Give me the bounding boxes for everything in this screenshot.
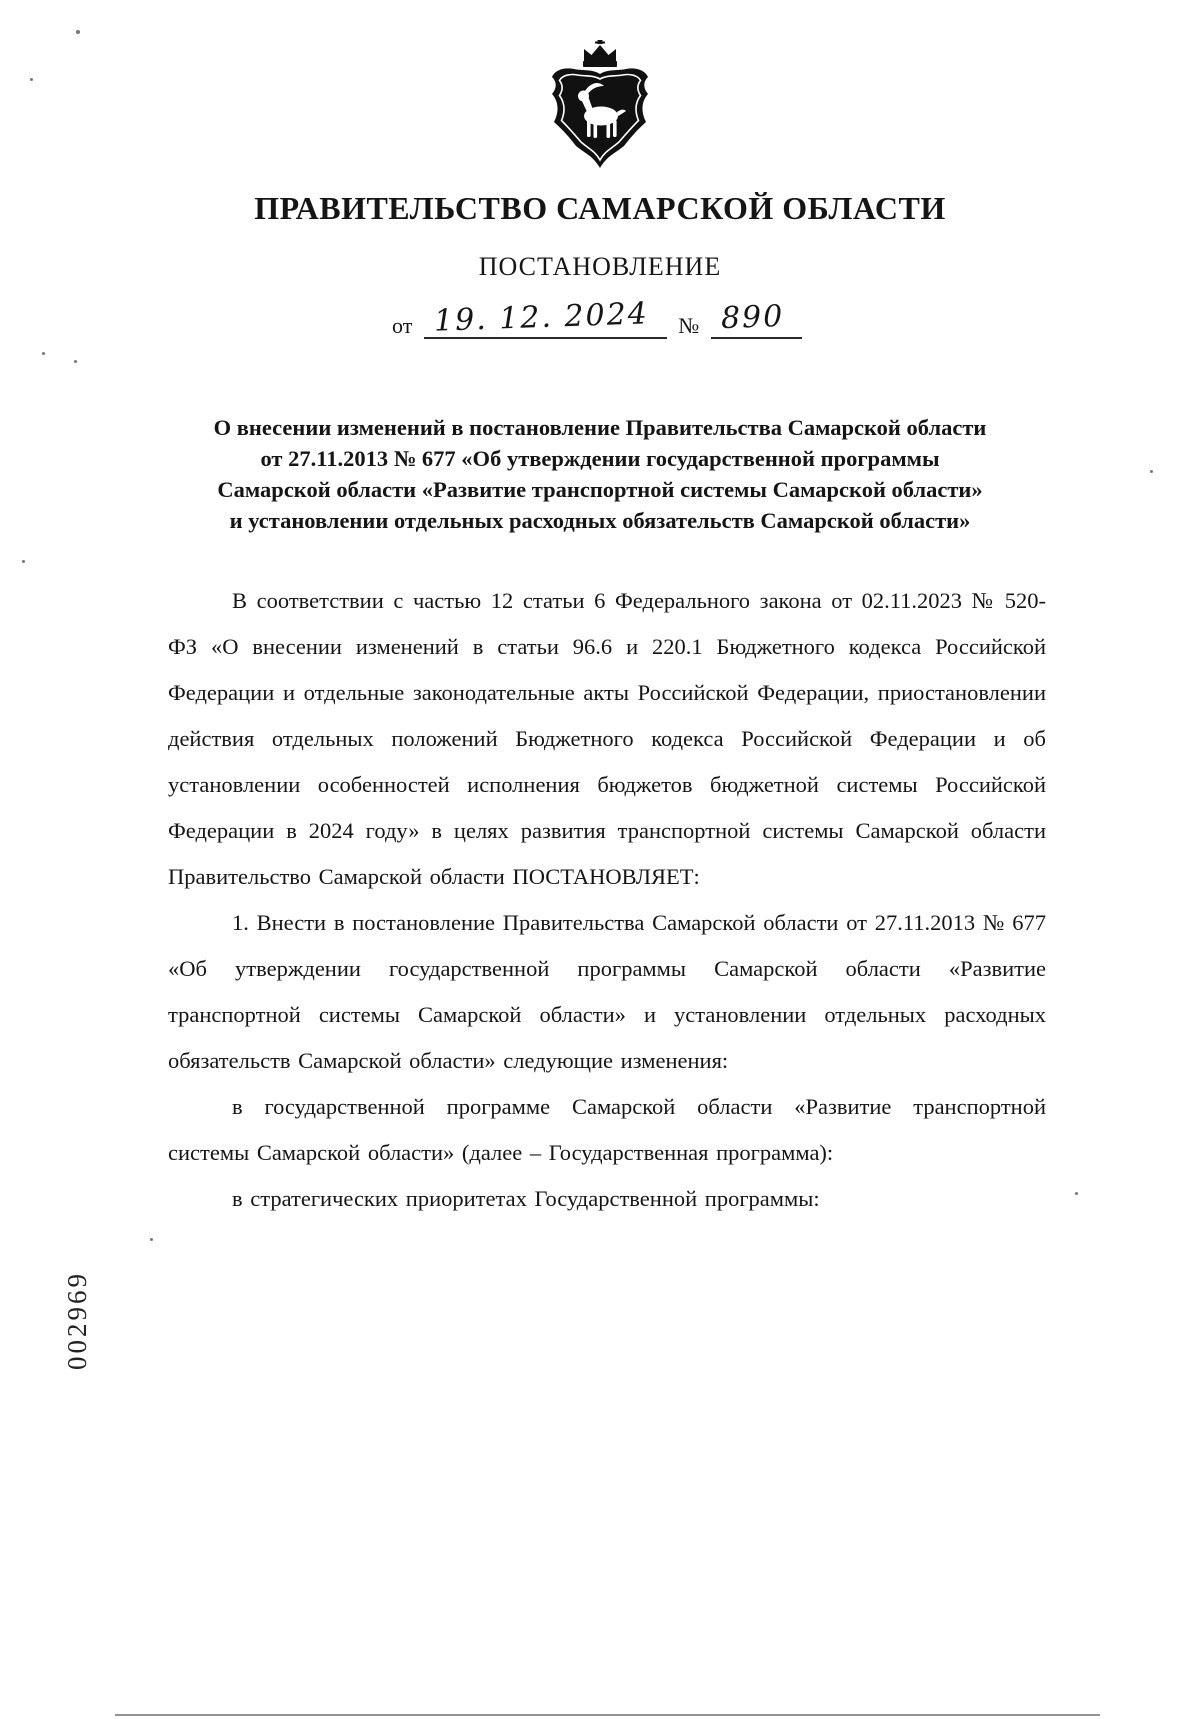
number-field	[711, 300, 802, 339]
date-field	[424, 296, 667, 339]
scan-speck	[150, 1238, 153, 1241]
body-paragraph: В соответствии с частью 12 статьи 6 Федерального закона от 02.11.2023 № 520-ФЗ «О внесении изменений в статьи 96.6 и 220.1 Бюджетного кодекса Российской Федерации и отдельные законодательные акты Российской Федерации, приостановлении действия отдельных положений Бюджетного кодекса Российской Федерации и об установлении особенностей исполнения бюджетов бюджетной системы Российской Федерации в 2024 году» в целях развития транспортной системы Самарской области Правительство Самарской области ПОСТАНОВЛЯЕТ:	[168, 588, 1046, 889]
title-line: Самарской области «Развитие транспортной системы Самарской области»	[217, 477, 983, 502]
body-paragraph: 1. Внести в постановление Правительства Самарской области от 27.11.2013 № 677 «Об утверждении государственной программы Самарской области «Развитие транспортной системы Самарской области» и установлении отдельных расходных обязательств Самарской области» следующие изменения:	[168, 910, 1046, 1073]
scan-edge-line	[115, 1714, 1100, 1716]
scan-speck	[74, 360, 77, 363]
title-line: О внесении изменений в постановление Правительства Самарской области	[213, 415, 987, 440]
document-body	[168, 578, 1046, 1222]
number-label: №	[678, 313, 700, 338]
date-label: от	[392, 313, 413, 338]
scan-speck	[42, 352, 45, 355]
scan-speck	[30, 78, 33, 81]
handwritten-date: 19. 12. 2024	[433, 296, 650, 339]
org-title: ПРАВИТЕЛЬСТВО САМАРСКОЙ ОБЛАСТИ	[254, 190, 946, 226]
scan-speck	[76, 30, 80, 34]
date-number-line	[0, 296, 1200, 339]
samara-coat-of-arms-icon	[537, 40, 663, 172]
body-paragraph: в государственной программе Самарской области «Развитие транспортной системы Самарской области» (далее – Государственная программа):	[168, 1094, 1046, 1165]
title-line: и установлении отдельных расходных обязательств Самарской области»	[229, 508, 971, 533]
stamp-number: 002969	[62, 1271, 92, 1370]
handwritten-number: 890	[720, 298, 785, 337]
body-paragraph: в стратегических приоритетах Государственной программы:	[232, 1186, 820, 1211]
scan-speck	[1075, 1192, 1078, 1195]
scan-speck	[1150, 470, 1153, 473]
doc-type-title: ПОСТАНОВЛЕНИЕ	[478, 252, 722, 281]
document-title	[160, 412, 1040, 536]
scan-speck	[22, 560, 25, 563]
title-line: от 27.11.2013 № 677 «Об утверждении государственной программы	[260, 446, 940, 471]
